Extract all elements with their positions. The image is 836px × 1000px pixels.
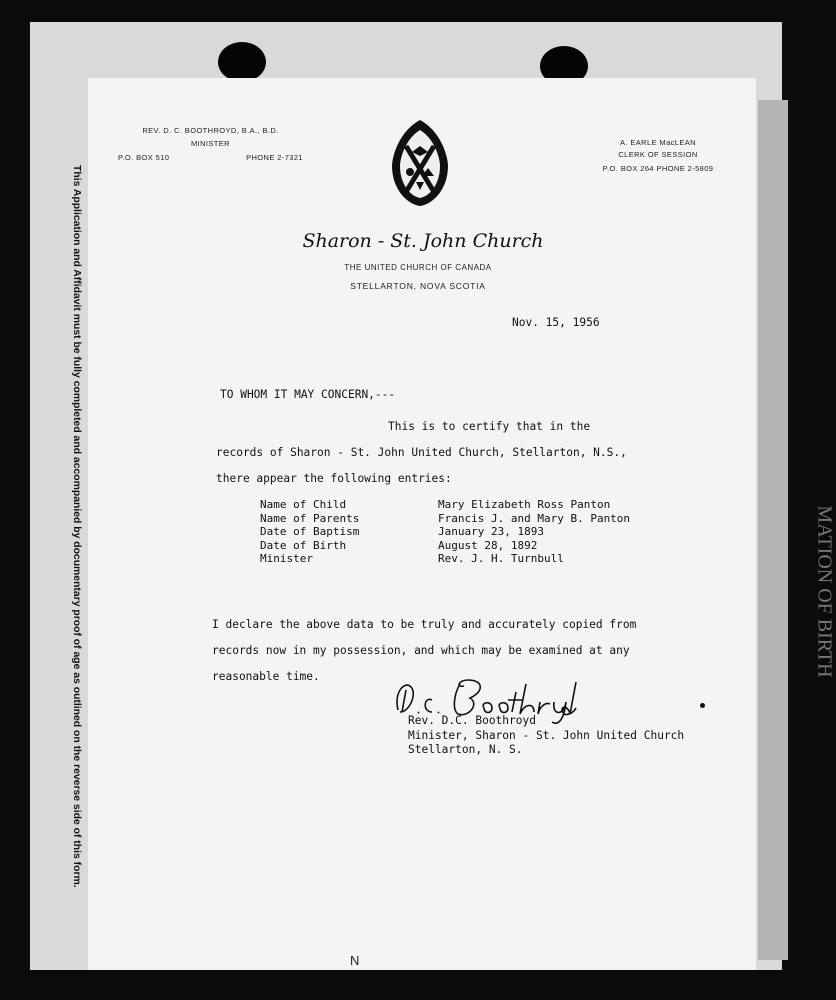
united-church-crest-icon <box>390 118 450 208</box>
entry-label: Name of Child <box>260 498 347 511</box>
record-entries <box>260 498 630 566</box>
punch-hole-left <box>218 42 266 82</box>
letterhead-minister-block <box>118 126 303 162</box>
entry-label: Date of Birth <box>260 538 347 552</box>
salutation: TO WHOM IT MAY CONCERN,--- <box>220 388 396 401</box>
minister-name: REV. D. C. BOOTHROYD, B.A., B.D. <box>142 126 279 135</box>
entry-value: Mary Elizabeth Ross Panton <box>438 498 611 511</box>
entry-label: Minister <box>260 552 313 565</box>
letter-date: Nov. 15, 1956 <box>512 316 600 329</box>
entry-row <box>260 525 630 539</box>
declaration-line-2: records now in my possession, and which may be examined at any <box>212 644 630 657</box>
ink-dot <box>700 703 705 708</box>
entry-value: August 28, 1892 <box>438 538 538 552</box>
entry-value: January 23, 1893 <box>438 525 544 538</box>
bottom-edge-mark: N <box>350 953 360 968</box>
clerk-title: CLERK OF SESSION <box>618 150 698 159</box>
letter-page <box>88 78 756 970</box>
church-town: STELLARTON, NOVA SCOTIA <box>350 281 486 291</box>
certify-line-3: there appear the following entries: <box>216 472 452 485</box>
entry-label: Name of Parents <box>260 511 360 525</box>
declaration-line-1: I declare the above data to be truly and accurately copied from <box>212 618 637 631</box>
certify-line-1: This is to certify that in the <box>388 420 591 433</box>
signer-title: Minister, Sharon - St. John United Church <box>408 729 685 742</box>
church-name: Sharon - St. John Church <box>302 230 544 252</box>
signer-place: Stellarton, N. S. <box>408 743 523 756</box>
entry-value: Rev. J. H. Turnbull <box>438 552 564 565</box>
underlying-page-edge <box>758 100 836 960</box>
entry-label: Date of Baptism <box>260 525 360 538</box>
clerk-contact: P.O. BOX 264 PHONE 2-5809 <box>602 164 714 173</box>
entry-value: Francis J. and Mary B. Panton <box>438 511 631 525</box>
letterhead-clerk-block <box>578 138 738 173</box>
denomination: THE UNITED CHURCH OF CANADA <box>344 263 492 272</box>
edge-stamp-text: MATION OF BIRTH <box>813 505 836 678</box>
certify-line-2: records of Sharon - St. John United Church, Stellarton, N.S., <box>216 446 627 459</box>
signer-name: Rev. D.C. Boothroyd <box>408 714 536 727</box>
side-instruction-text: This Application and Affidavit must be fully completed and accompanied by documentary proof of age as outlined on the reverse side of this form. <box>71 165 82 888</box>
entry-row <box>260 539 630 553</box>
clerk-name: A. EARLE MacLEAN <box>619 138 696 147</box>
entry-row <box>260 498 630 512</box>
minister-box: P.O. BOX 510 <box>118 153 170 162</box>
entry-row <box>260 552 630 566</box>
minister-phone: PHONE 2-7321 <box>246 153 303 162</box>
entry-row <box>260 512 630 526</box>
minister-title: MINISTER <box>190 139 231 148</box>
declaration-line-3: reasonable time. <box>212 670 320 683</box>
